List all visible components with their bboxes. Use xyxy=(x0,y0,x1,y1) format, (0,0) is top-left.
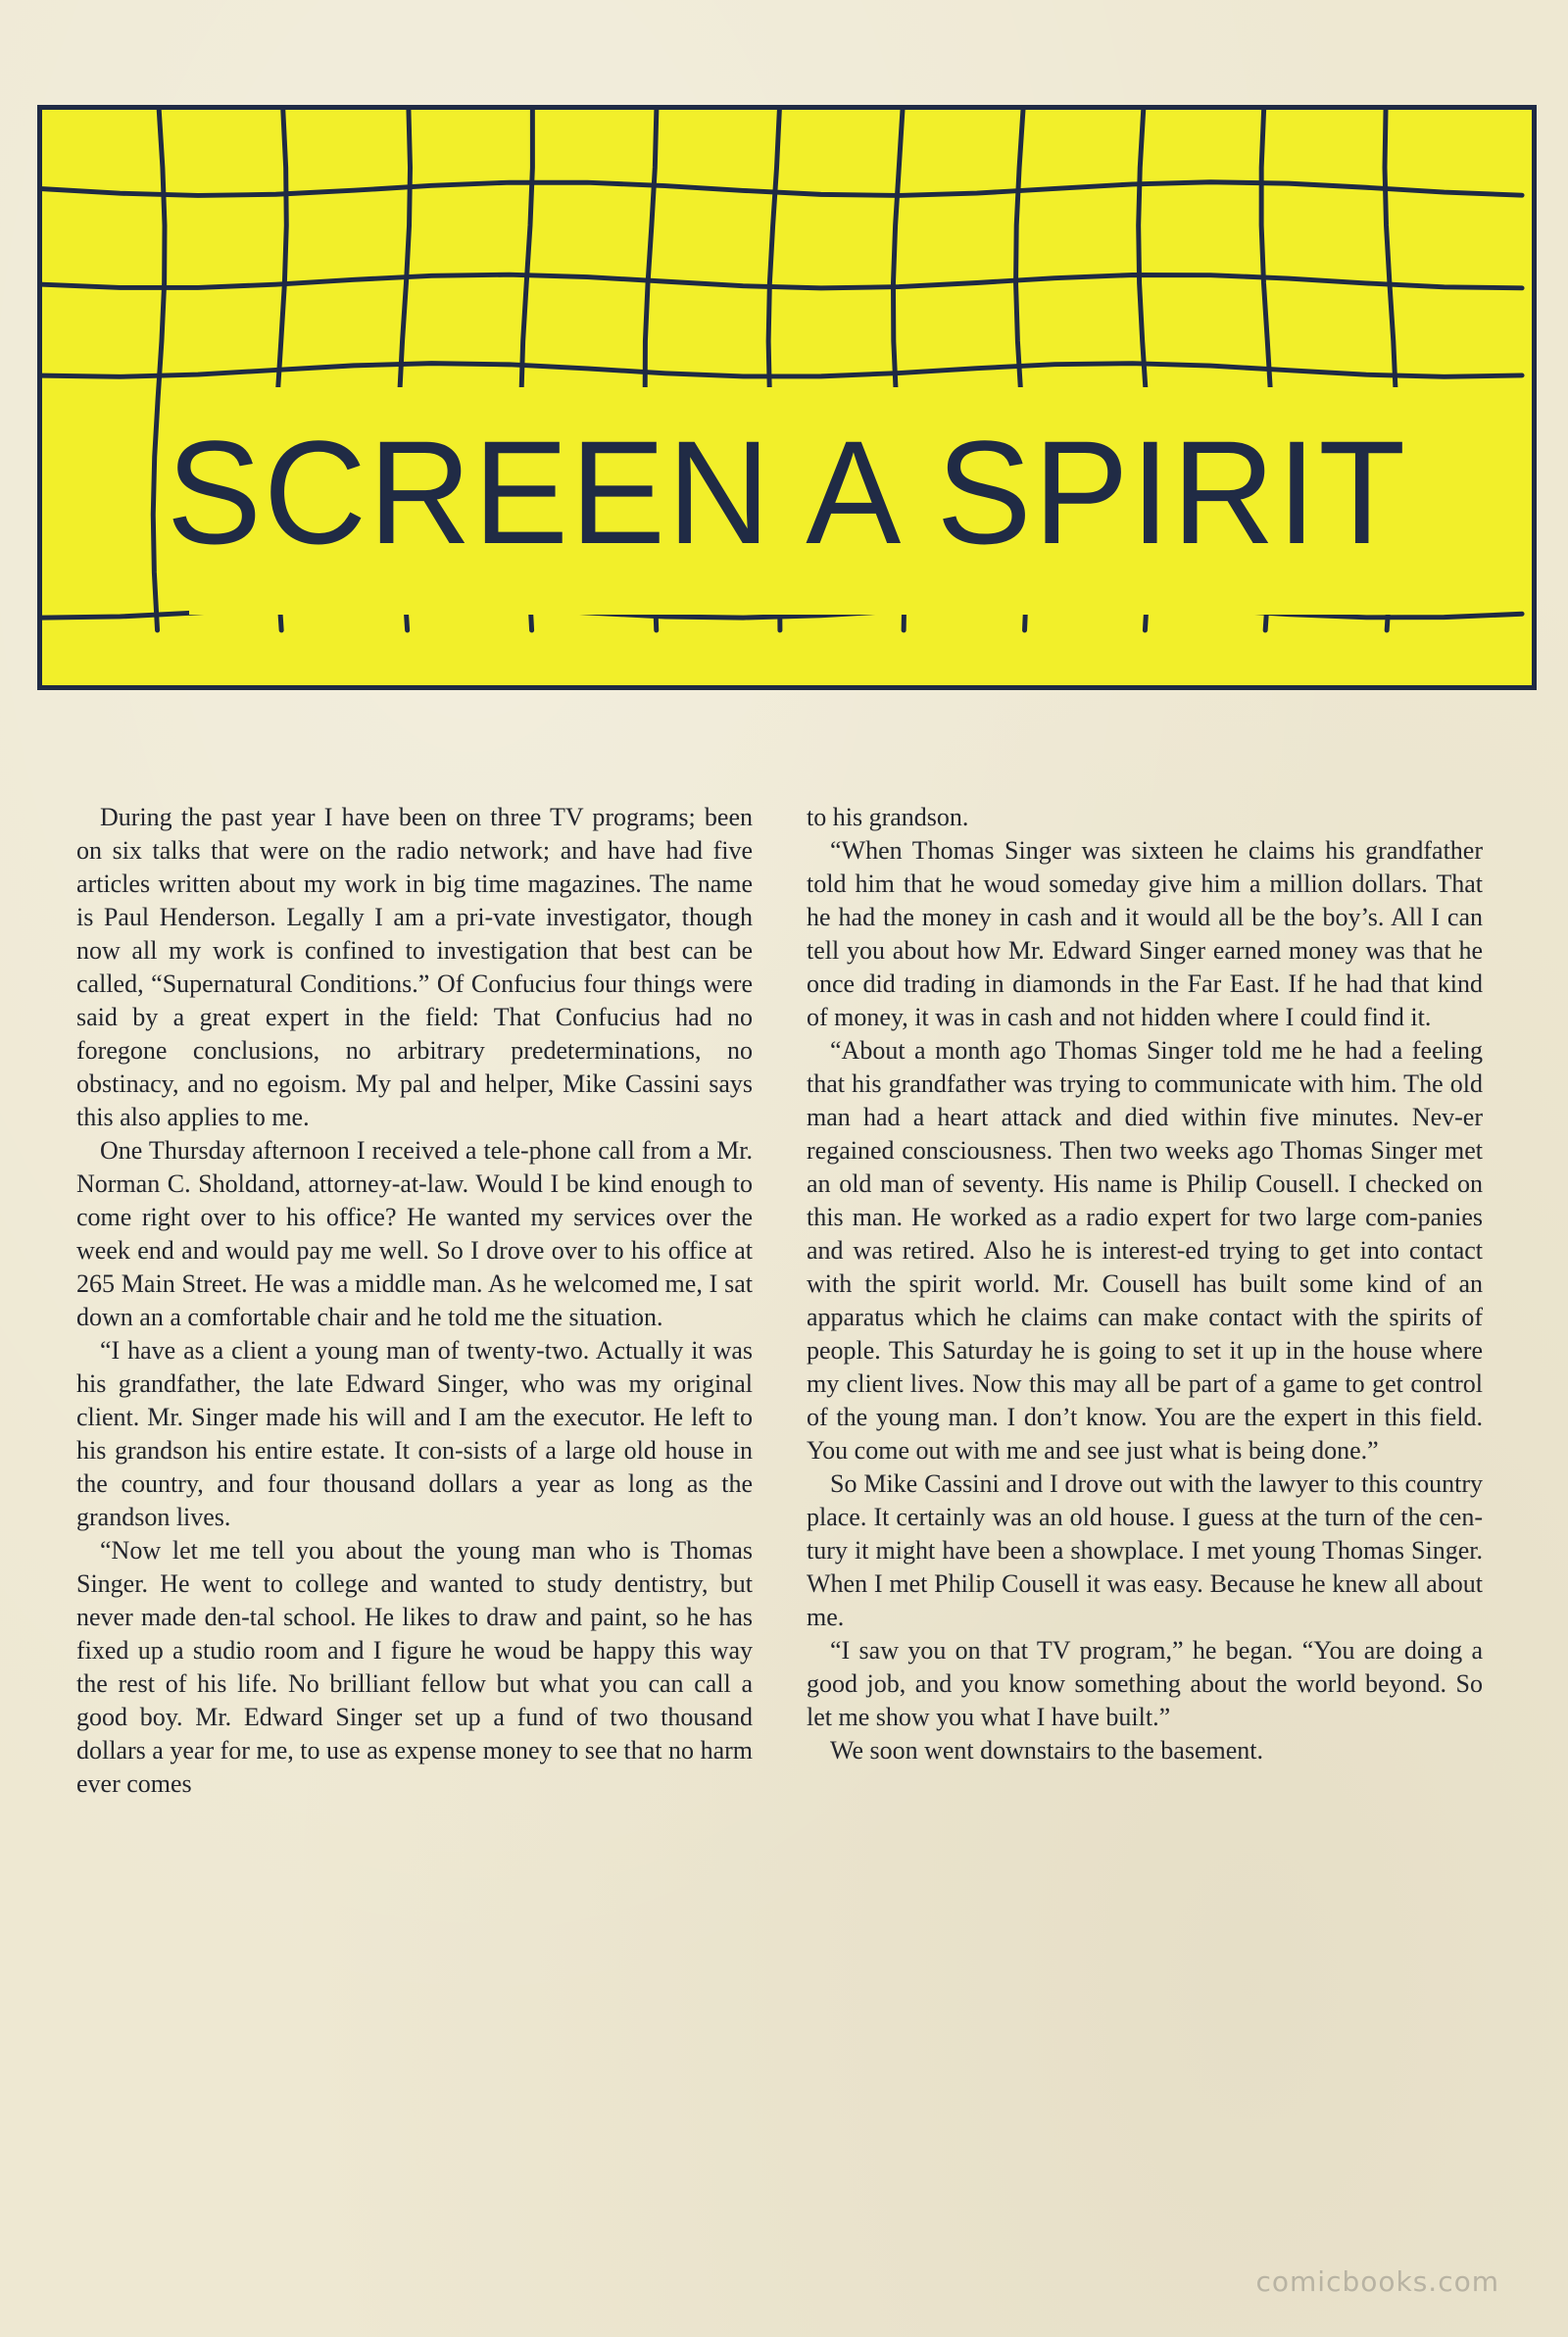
grid-line-horizontal xyxy=(42,274,1522,288)
paragraph: One Thursday afternoon I received a tele-phone call from a Mr. Norman C. Sholdand, attorney-at-law. Would I be kind enough to come right over to his office? He wanted my services over the week end and would pay me well. So I drove over to his office at 265 Main Street. He was a middle man. As he welcomed me, I sat down an a comfortable chair and he told me the situation. xyxy=(76,1136,753,1331)
paragraph-continuation: to his grandson. xyxy=(807,803,969,831)
grid-line-horizontal xyxy=(42,364,1522,377)
paragraph: “I saw you on that TV program,” he began. “You are doing a good job, and you know something about the world beyond. So let me show you what I have built.” xyxy=(807,1636,1483,1731)
right-column xyxy=(807,801,1483,1767)
paragraph: “When Thomas Singer was sixteen he claims his grandfather told him that he woud someday give him a million dollars. That he had the money in cash and it would all be the boy’s. All I can tell you about how Mr. Edward Singer earned money was that he once did trading in diamonds in the Far East. If he had that kind of money, it was in cash and not hidden where I could find it. xyxy=(807,836,1483,1031)
grid-line-horizontal xyxy=(42,182,1522,196)
paragraph: During the past year I have been on three TV programs; been on six talks that were on the radio network; and have had five articles written about my work in big time magazines. The name is Paul Henderson. Legally I am a pri-vate investigator, though now all my work is confined to investigation that best can be called, “Supernatural Conditions.” Of Confucius four things were said by a great expert in the field: That Confucius had no foregone conclusions, no arbitrary predeterminations, no obstinacy, and no egoism. My pal and helper, Mike Cassini says this also applies to me. xyxy=(76,803,753,1131)
paragraph: So Mike Cassini and I drove out with the lawyer to this country place. It certainly was an old house. I guess at the turn of the cen-tury it might have been a showplace. I met young Thomas Singer. When I met Philip Cousell it was easy. Because he knew all about me. xyxy=(807,1469,1483,1631)
left-column xyxy=(76,801,753,1801)
title-panel xyxy=(37,105,1537,690)
watermark: comicbooks.com xyxy=(1255,2265,1499,2298)
paragraph: “Now let me tell you about the young man who is Thomas Singer. He went to college and wanted to study dentistry, but never made den-tal school. He likes to draw and paint, so he has fixed up a studio room and I figure he woud be happy this way the rest of his life. No brilliant fellow but what you can call a good boy. Mr. Edward Singer set up a fund of two thousand dollars a year for me, to use as expense money to see that no harm ever comes xyxy=(76,1536,753,1798)
paragraph: “I have as a client a young man of twenty-two. Actually it was his grandfather, the late Edward Singer, who was my original client. Mr. Singer made his will and I am the executor. He left to his grandson his entire estate. It con-sists of a large old house in the country, and four thousand dollars a year as long as the grandson lives. xyxy=(76,1336,753,1531)
paragraph: We soon went downstairs to the basement. xyxy=(830,1736,1263,1765)
article-body xyxy=(76,801,1507,2173)
paragraph: “About a month ago Thomas Singer told me he had a feeling that his grandfather was trying to communicate with him. The old man had a heart attack and died within five minutes. Nev-er regained consciousness. Then two weeks ago Thomas Singer met an old man of seventy. His name is Philip Cousell. I checked on this man. He worked as a radio expert for two large com-panies and was retired. Also he is interest-ed trying to get into contact with the spirit world. Mr. Cousell has built some kind of an apparatus which he claims can make contact with the spirits of people. This Saturday he is going to set it up in the house where my client lives. Now this may all be part of a game to get control of the young man. I don’t know. You are the expert in this field. You come out with me and see just what is being done.” xyxy=(807,1036,1483,1465)
page-title: SCREEN A SPIRIT xyxy=(166,410,1408,574)
